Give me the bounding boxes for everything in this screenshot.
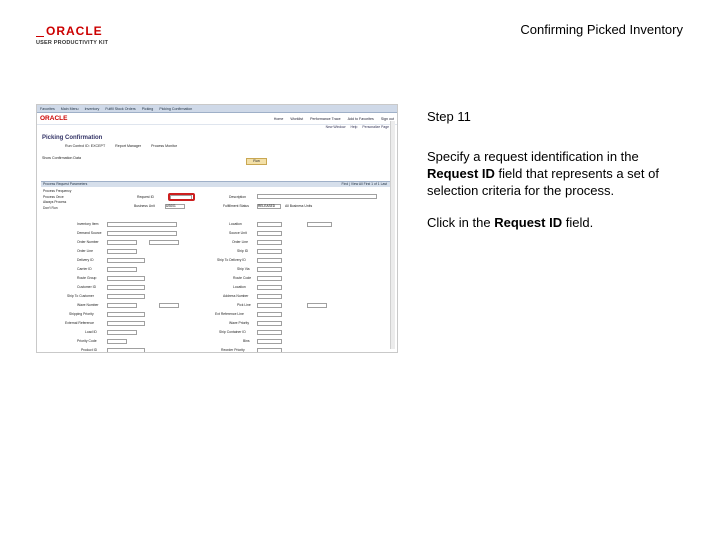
sign-out-link[interactable]: Sign out — [380, 116, 394, 121]
field-label: Carrier ID — [77, 267, 92, 271]
process-once-radio[interactable]: Process Once — [43, 194, 64, 199]
field-label: Order Number — [77, 240, 99, 244]
field-label: Customer ID — [77, 285, 97, 289]
breadcrumb-item[interactable]: Fulfill Stock Orders — [105, 106, 136, 111]
click-prefix: Click in the — [427, 215, 491, 230]
click-suffix: field. — [565, 215, 594, 230]
route-code-field[interactable] — [257, 276, 282, 281]
utility-links — [37, 125, 397, 132]
field-label: Location — [229, 222, 242, 226]
app-page-title: Picking Confirmation — [42, 135, 103, 141]
logo-subtitle: USER PRODUCTIVITY KIT — [36, 40, 109, 46]
route-group-field[interactable] — [107, 276, 145, 281]
field-label: Ext Reference Line — [215, 312, 244, 316]
reorder-priority-field[interactable] — [257, 348, 282, 353]
new-window-link[interactable]: New Window — [325, 125, 346, 129]
personalize-link[interactable]: Personalize Page — [362, 125, 389, 129]
business-unit-label: Business Unit — [134, 204, 155, 208]
instruction-text — [427, 148, 689, 199]
field-label: Ship ID — [237, 249, 249, 253]
pick-line-field[interactable] — [257, 303, 282, 308]
ship-to-customer-field[interactable] — [107, 294, 145, 299]
field-label: Wave Number — [77, 303, 99, 307]
location-to-field[interactable] — [307, 222, 332, 227]
field-label: Ship Container ID — [219, 330, 246, 334]
field-label: Reorder Priority — [221, 348, 245, 352]
run-control-row — [37, 141, 397, 150]
business-unit-field[interactable]: US001 — [165, 204, 185, 209]
field-label: Address Number — [223, 294, 249, 298]
field-label: Location — [233, 285, 246, 289]
field-label: Load ID — [85, 330, 97, 334]
process-monitor-link[interactable]: Process Monitor — [151, 143, 178, 148]
home-link[interactable]: Home — [273, 116, 284, 121]
section-nav[interactable]: Find | View All First 1 of 1 Last — [341, 182, 387, 186]
breadcrumb — [37, 105, 397, 113]
report-manager-link[interactable]: Report Manager — [115, 143, 142, 148]
carrier-id-field[interactable] — [107, 267, 137, 272]
request-id-label: Request ID — [137, 195, 154, 199]
bins-field[interactable] — [257, 339, 282, 344]
instruction-line-before: Specify a request identification in the — [427, 149, 639, 164]
page-title: Confirming Picked Inventory — [520, 22, 683, 37]
product-id-field[interactable] — [107, 348, 145, 353]
fulfillment-status-select[interactable]: RELEASED — [257, 204, 281, 209]
order-line-right-field[interactable] — [257, 240, 282, 245]
wave-priority-field[interactable] — [257, 321, 282, 326]
field-label: Ship To Delivery ID — [217, 258, 246, 262]
show-confirmation-checkbox[interactable]: Show Confirmation Data — [42, 156, 81, 160]
brand-bar — [37, 113, 397, 125]
run-button[interactable]: Run — [246, 158, 267, 165]
field-label: Wave Priority — [229, 321, 250, 325]
vertical-scrollbar[interactable] — [390, 121, 395, 349]
wave-number-field[interactable] — [107, 303, 137, 308]
ship-id-field[interactable] — [257, 249, 282, 254]
fulfillment-status-label: Fulfillment Status — [223, 204, 250, 208]
breadcrumb-item[interactable]: Favorites — [40, 106, 55, 111]
breadcrumb-item[interactable]: Inventory — [84, 106, 100, 111]
field-label: External Reference — [65, 321, 95, 325]
ext-reference-line-field[interactable] — [257, 312, 282, 317]
logo — [36, 24, 126, 46]
delivery-id-field[interactable] — [107, 258, 145, 263]
ship-via-field[interactable] — [257, 267, 282, 272]
description-label: Description — [229, 195, 246, 199]
field-label: Inventory Item — [77, 222, 99, 226]
ship-to-delivery-field[interactable] — [257, 258, 282, 263]
field-label: Route Code — [233, 276, 252, 280]
field-label: Product ID — [81, 348, 98, 352]
breadcrumb-item[interactable]: Picking — [141, 106, 154, 111]
description-field[interactable] — [257, 194, 377, 199]
field-label: Demand Source — [77, 231, 102, 235]
external-reference-field[interactable] — [107, 321, 145, 326]
breadcrumb-item[interactable]: Picking Confirmation — [159, 106, 193, 111]
source-unit-field[interactable] — [257, 231, 282, 236]
pick-line-to-field[interactable] — [307, 303, 327, 308]
field-label: Bins — [243, 339, 250, 343]
field-label: Order Line — [77, 249, 94, 253]
frequency-label: Process Frequency — [43, 189, 72, 193]
load-id-field[interactable] — [107, 330, 137, 335]
logo-oracle-text: ORACLE — [46, 24, 103, 38]
field-label: Shipping Priority — [69, 312, 94, 316]
performance-trace-link[interactable]: Performance Trace — [310, 116, 341, 121]
location-field[interactable] — [257, 222, 282, 227]
always-process-radio[interactable]: Always Process — [43, 200, 67, 204]
field-label: Source Unit — [229, 231, 247, 235]
click-field-name: Request ID — [494, 215, 563, 230]
dont-run-radio[interactable]: Don't Run — [43, 205, 58, 210]
brand-logo: ORACLE — [40, 115, 68, 122]
demand-source-field[interactable] — [107, 231, 177, 236]
field-label: Order Line — [232, 240, 249, 244]
process-frequency-group — [43, 189, 77, 211]
field-label: Route Group — [77, 276, 97, 280]
location-2-field[interactable] — [257, 285, 282, 290]
field-label: Ship Via — [237, 267, 250, 271]
wave-number-to-field[interactable] — [159, 303, 179, 308]
run-control-id: Run Control ID: EXCEPT — [65, 143, 106, 148]
field-label: Ship To Customer — [67, 294, 94, 298]
instruction-field-name: Request ID — [427, 166, 495, 181]
field-label: Delivery ID — [77, 258, 94, 262]
request-id-highlight — [168, 193, 195, 201]
order-line-field[interactable] — [107, 249, 137, 254]
breadcrumb-item[interactable]: Main Menu — [60, 106, 79, 111]
address-number-field[interactable] — [257, 294, 282, 299]
customer-id-field[interactable] — [107, 285, 145, 290]
click-instruction — [427, 215, 593, 230]
worklist-link[interactable]: Worklist — [290, 116, 304, 121]
field-label: Priority Code — [77, 339, 97, 343]
order-number-to-field[interactable] — [149, 240, 179, 245]
order-number-field[interactable] — [107, 240, 137, 245]
step-number: Step 11 — [427, 109, 471, 124]
application-screenshot — [36, 104, 398, 353]
help-link[interactable]: Help — [350, 125, 358, 129]
section-title: Process Request Parameters — [43, 182, 88, 186]
field-label: Pick Line — [237, 303, 251, 307]
logo-rule — [36, 36, 44, 37]
parameters-section-bar — [41, 181, 391, 187]
shipping-priority-field[interactable] — [107, 312, 145, 317]
priority-code-field[interactable] — [107, 339, 127, 344]
add-to-favorites-link[interactable]: Add to Favorites — [347, 116, 374, 121]
brand-links — [274, 117, 394, 121]
all-business-units-checkbox[interactable]: All Business Units — [285, 204, 313, 208]
instruction-line-after: field that represents a set of selection criteria for the process. — [427, 166, 659, 198]
ship-container-field[interactable] — [257, 330, 282, 335]
inventory-item-field[interactable] — [107, 222, 177, 227]
